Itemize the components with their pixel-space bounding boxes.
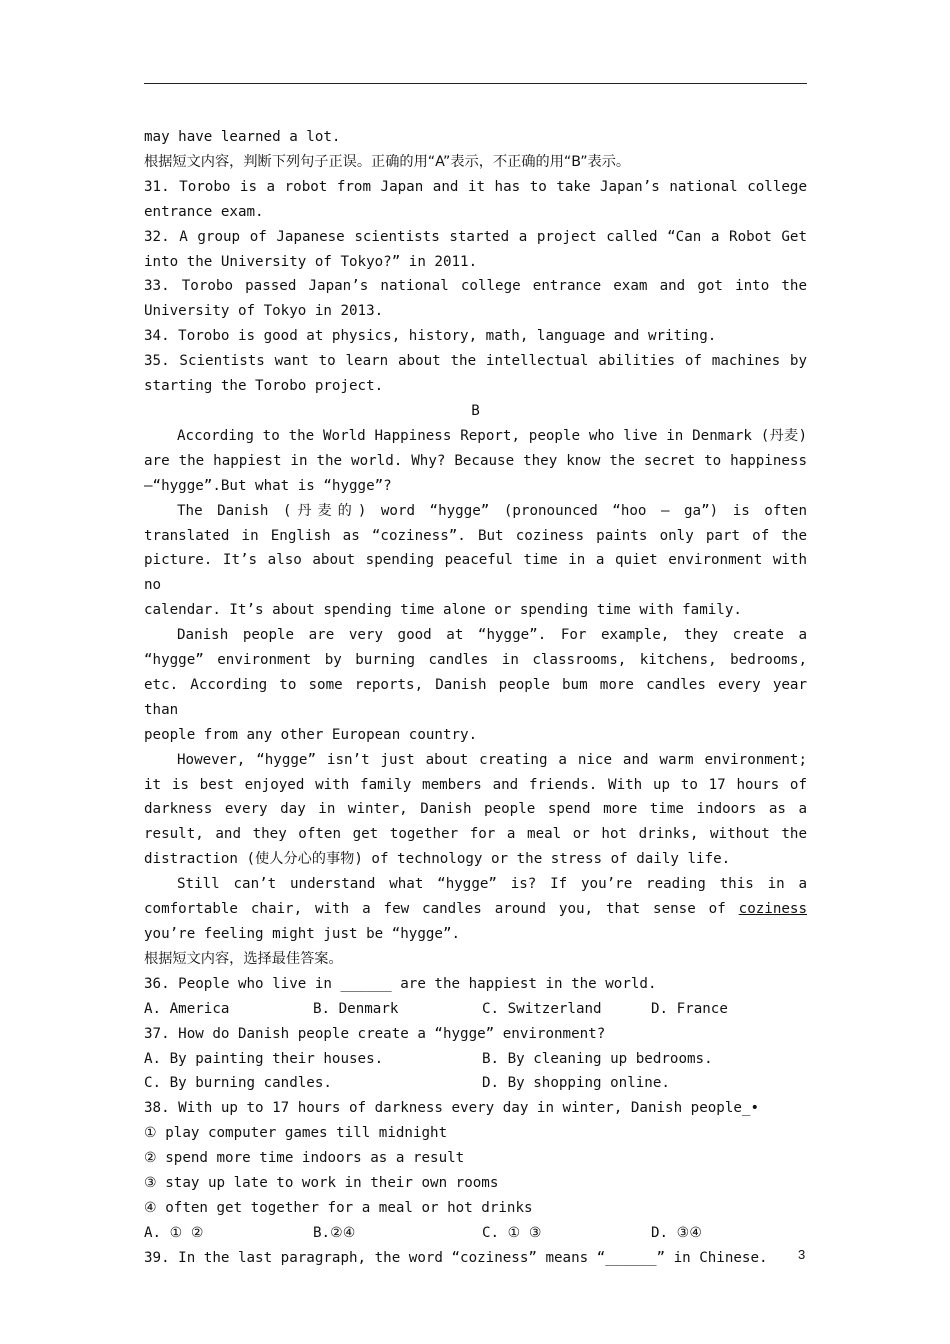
question-37-options-row1 [144,1047,807,1072]
passage-p2-line: calendar. It’s about spending time alone or spending time with family. [144,602,742,619]
page-content [144,125,807,1271]
part-a-instruction: 根据短文内容，判断下列句子正误。正确的用“A”表示，不正确的用“B”表示。 [144,153,631,170]
section-b-label: B [471,402,480,419]
header-rule [144,83,807,84]
question-38-options [144,1221,807,1246]
page-number: 3 [798,1247,806,1262]
option-d: D. France [651,1000,728,1017]
passage-p3-line: Danish people are very good at “hygge”. For example, they create a [177,627,807,644]
passage-p1-line: —“hygge”.But what is “hygge”? [144,477,392,494]
underlined-word-coziness: coziness [738,901,807,918]
passage-p2-line: The Danish (丹麦的) word “hygge” (pronounced “hoo — ga”) is often [177,502,807,519]
passage-p2-line: translated in English as “coziness”. But coziness paints only part of the [144,527,807,544]
question-32: 32. A group of Japanese scientists started a project called “Can a Robot Get [144,228,807,245]
option-a: A. By painting their houses. [144,1050,384,1067]
option-b: B. Denmark [313,1000,399,1017]
passage-p1-line: are the happiest in the world. Why? Because they know the secret to happiness [144,452,807,469]
question-38-item: ① play computer games till midnight [144,1125,448,1142]
intro-tail: may have learned a lot. [144,129,341,145]
question-31-cont: entrance exam. [144,203,264,220]
question-35-cont: starting the Torobo project. [144,378,384,395]
option-b: B.②④ [313,1224,356,1241]
option-a: A. ① ② [144,1224,204,1241]
passage-p4-line: it is best enjoyed with family members and friends. With up to 17 hours of [144,776,807,793]
option-a: A. America [144,1000,230,1017]
option-d: D. By shopping online. [482,1075,670,1092]
question-38-item: ③ stay up late to work in their own rooms [144,1175,499,1192]
question-36-options [144,997,807,1022]
option-c: C. Switzerland [482,1000,602,1017]
option-c: C. ① ③ [482,1224,542,1241]
passage-p4-line: distraction (使人分心的事物) of technology or the stress of daily life. [144,851,731,868]
question-38-item: ④ often get together for a meal or hot drinks [144,1199,533,1216]
question-35: 35. Scientists want to learn about the intellectual abilities of machines by [144,353,807,370]
passage-p4-line: darkness every day in winter, Danish people spend more time indoors as a [144,801,807,818]
part-b-instruction: 根据短文内容，选择最佳答案。 [144,950,343,967]
question-38-item: ② spend more time indoors as a result [144,1150,465,1167]
question-38: 38. With up to 17 hours of darkness every day in winter, Danish people_• [144,1100,759,1117]
question-34: 34. Torobo is good at physics, history, math, language and writing. [144,328,717,345]
passage-p3-line: people from any other European country. [144,726,478,743]
question-37: 37. How do Danish people create a “hygge” environment? [144,1025,606,1042]
passage-p1-line: According to the World Happiness Report, people who live in Denmark (丹麦) [177,427,807,444]
question-31: 31. Torobo is a robot from Japan and it has to take Japan’s national college [144,178,807,195]
option-b: B. By cleaning up bedrooms. [482,1050,713,1067]
option-d: D. ③④ [651,1224,703,1241]
question-37-options-row2 [144,1071,807,1096]
passage-p5-line [144,897,807,922]
passage-p3-line: etc. According to some reports, Danish people bum more candles every year than [144,676,807,718]
passage-p3-line: “hygge” environment by burning candles in classrooms, kitchens, bedrooms, [144,652,807,669]
passage-p4-line: However, “hygge” isn’t just about creating a nice and warm environment; [177,751,807,768]
question-36: 36. People who live in ______ are the happiest in the world. [144,975,657,992]
passage-p5-line: Still can’t understand what “hygge” is? If you’re reading this in a [177,876,807,893]
passage-p5-text: comfortable chair, with a few candles around you, that sense of [144,901,726,918]
question-39: 39. In the last paragraph, the word “coziness” means “______” in Chinese. [144,1249,768,1266]
passage-p5-line: you’re feeling might just be “hygge”. [144,926,461,942]
question-33: 33. Torobo passed Japan’s national college entrance exam and got into the [144,278,807,295]
option-c: C. By burning candles. [144,1075,332,1092]
question-32-cont: into the University of Tokyo?” in 2011. [144,253,478,270]
passage-p2-line: picture. It’s also about spending peaceful time in a quiet environment with no [144,552,807,594]
question-33-cont: University of Tokyo in 2013. [144,303,384,320]
passage-p4-line: result, and they often get together for a meal or hot drinks, without the [144,826,807,843]
